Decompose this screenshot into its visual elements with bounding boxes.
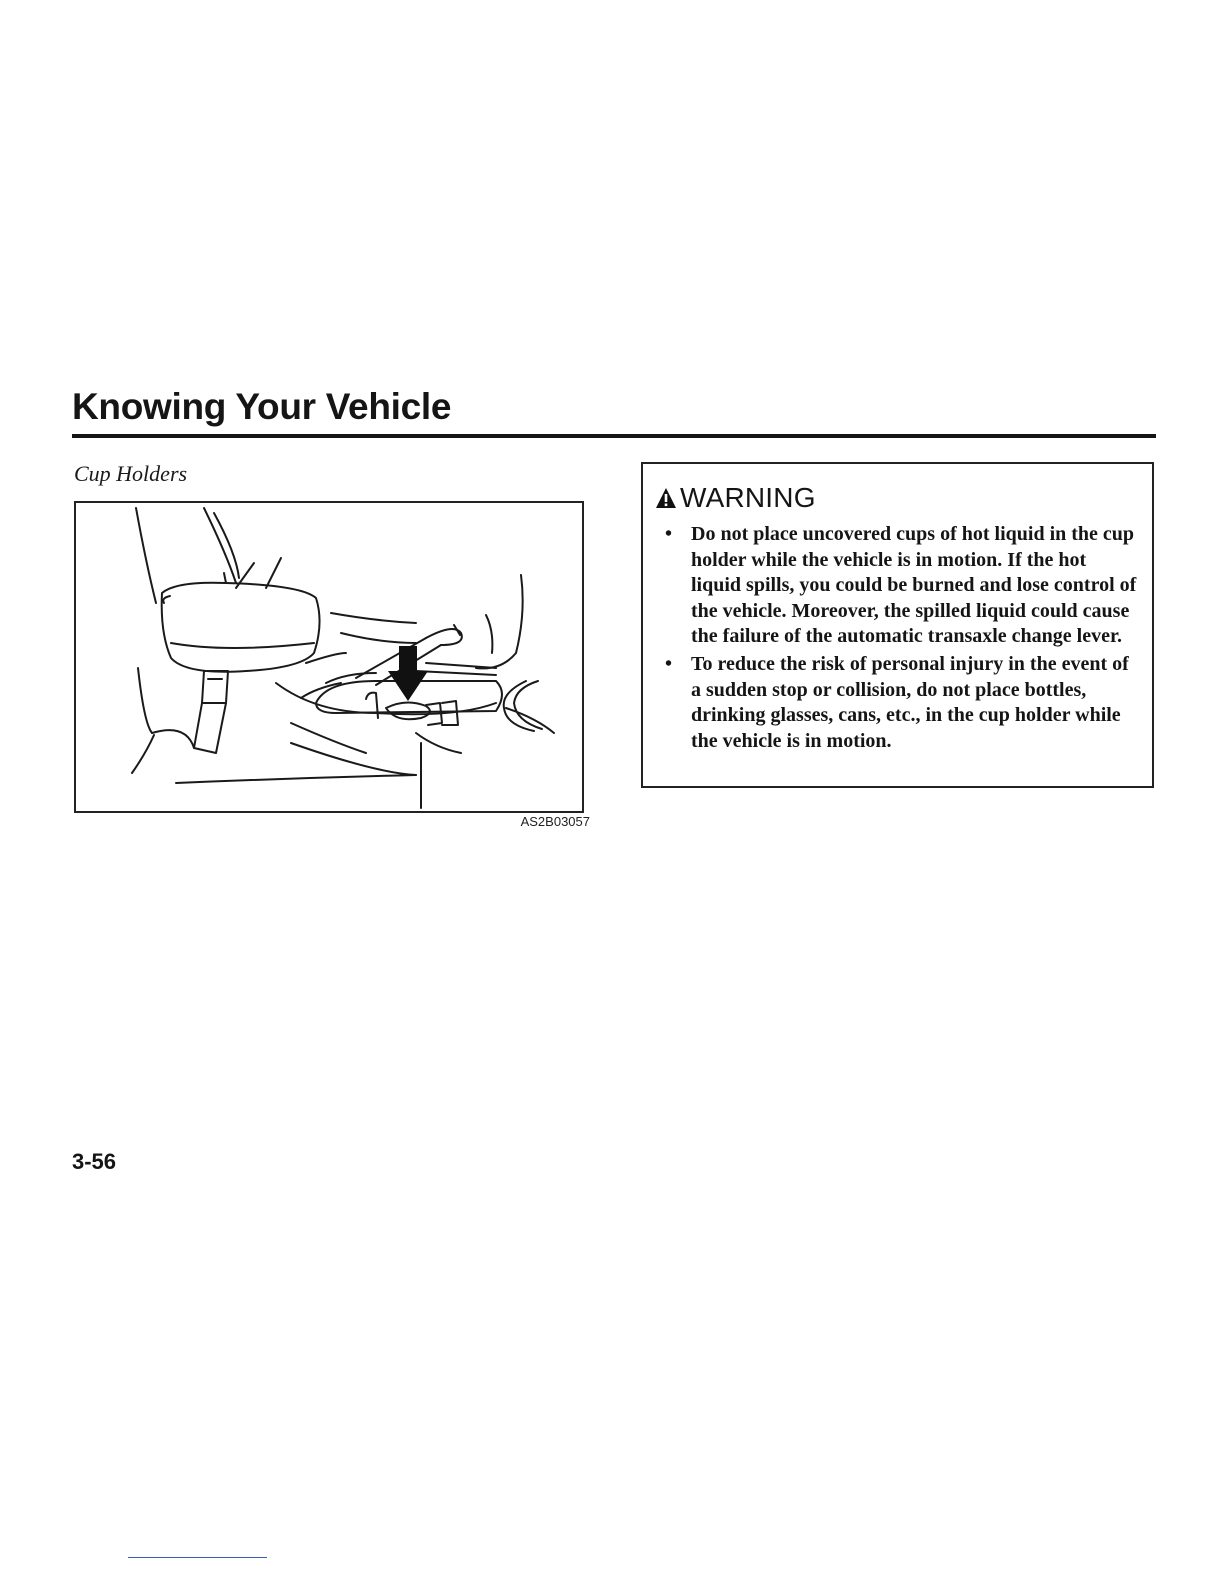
warning-item (657, 652, 1137, 754)
warning-header (655, 482, 816, 514)
figure-code: AS2B03057 (520, 814, 590, 829)
title-rule (72, 434, 1156, 438)
warning-item-text: Do not place uncovered cups of hot liquid in the cup holder while the vehicle is in motion. If the hot liquid spills, you could be burned and lose control of the vehicle. Moreover, the spilled liquid could cause the failure of the automatic transaxle change lever. (691, 523, 1137, 648)
down-arrow-icon (388, 646, 428, 701)
warning-item-text: To reduce the risk of personal injury in the event of a sudden stop or collision, do not place bottles, drinking glasses, cans, etc., in the cup holder while the vehicle is in motion. (691, 652, 1129, 752)
page-number: 3-56 (72, 1149, 117, 1174)
bullet-icon: • (665, 652, 673, 675)
cup-holder-figure (74, 501, 584, 813)
bullet-icon: • (665, 523, 673, 545)
warning-list (657, 522, 1137, 756)
cup-holder-illustration (76, 503, 582, 811)
warning-item (657, 522, 1137, 650)
subheading: Cup Holders (74, 461, 188, 486)
bottom-link-underline[interactable] (128, 1557, 267, 1558)
warning-box (641, 462, 1154, 788)
section-title: Knowing Your Vehicle (72, 386, 452, 427)
warning-label: WARNING (680, 482, 816, 513)
warning-triangle-icon (655, 487, 677, 509)
